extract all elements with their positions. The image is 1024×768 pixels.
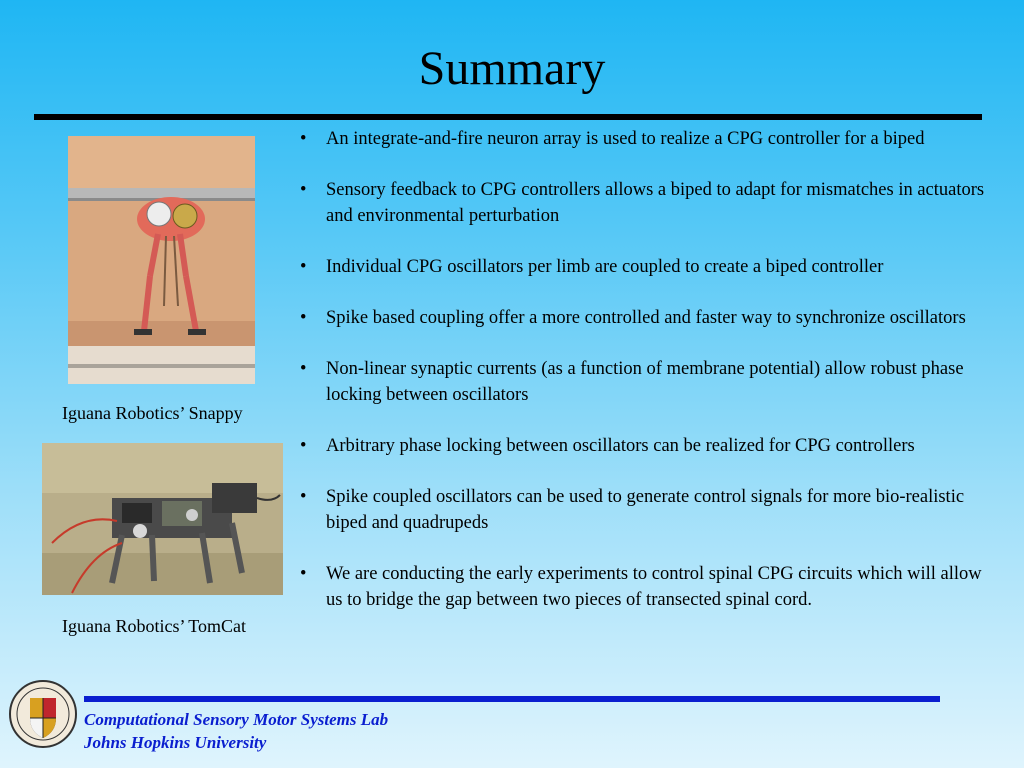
snappy-robot-photo <box>68 136 255 384</box>
bullet-text: Arbitrary phase locking between oscillators can be realized for CPG controllers <box>326 436 915 456</box>
bullet-item <box>298 126 998 152</box>
bullet-item <box>298 177 998 229</box>
bullet-marker: • <box>300 257 307 277</box>
footer-lab-name: Computational Sensory Motor Systems Lab <box>84 710 389 729</box>
bullet-text: Spike coupled oscillators can be used to generate control signals for more bio-realistic biped and quadrupeds <box>326 487 965 533</box>
bullet-text: Individual CPG oscillators per limb are coupled to create a biped controller <box>326 257 884 277</box>
footer-university-name: Johns Hopkins University <box>84 733 267 752</box>
bullet-marker: • <box>300 564 307 584</box>
bullet-item <box>298 305 998 331</box>
bullet-text: Sensory feedback to CPG controllers allows a biped to adapt for mismatches in actuators and environmental perturbation <box>326 180 985 226</box>
slide-title: Summary <box>418 42 606 95</box>
bullet-text: An integrate-and-fire neuron array is used to realize a CPG controller for a biped <box>326 129 925 149</box>
bullet-item <box>298 356 998 408</box>
bullet-marker: • <box>300 436 307 456</box>
bullet-marker: • <box>300 359 307 379</box>
bullet-item <box>298 254 998 280</box>
title-divider <box>34 114 982 120</box>
bullet-marker: • <box>300 308 307 328</box>
bullet-item <box>298 433 998 459</box>
footer-credits <box>84 708 388 754</box>
bullet-text: Non-linear synaptic currents (as a function of membrane potential) allow robust phase locking between oscillators <box>326 359 964 405</box>
tomcat-caption: Iguana Robotics’ TomCat <box>62 616 247 636</box>
bullet-text: We are conducting the early experiments to control spinal CPG circuits which will allow us to bridge the gap between two pieces of transected spinal cord. <box>326 564 982 610</box>
bullet-item <box>298 561 998 613</box>
bullet-item <box>298 484 998 536</box>
bullet-text: Spike based coupling offer a more controlled and faster way to synchronize oscillators <box>326 308 966 328</box>
tomcat-robot-photo <box>42 443 283 595</box>
bullet-marker: • <box>300 487 307 507</box>
footer-divider <box>84 696 940 702</box>
summary-bullet-list <box>298 126 998 638</box>
bullet-marker: • <box>300 180 307 200</box>
university-seal-icon <box>8 674 78 754</box>
bullet-marker: • <box>300 129 307 149</box>
snappy-caption: Iguana Robotics’ Snappy <box>62 403 243 423</box>
